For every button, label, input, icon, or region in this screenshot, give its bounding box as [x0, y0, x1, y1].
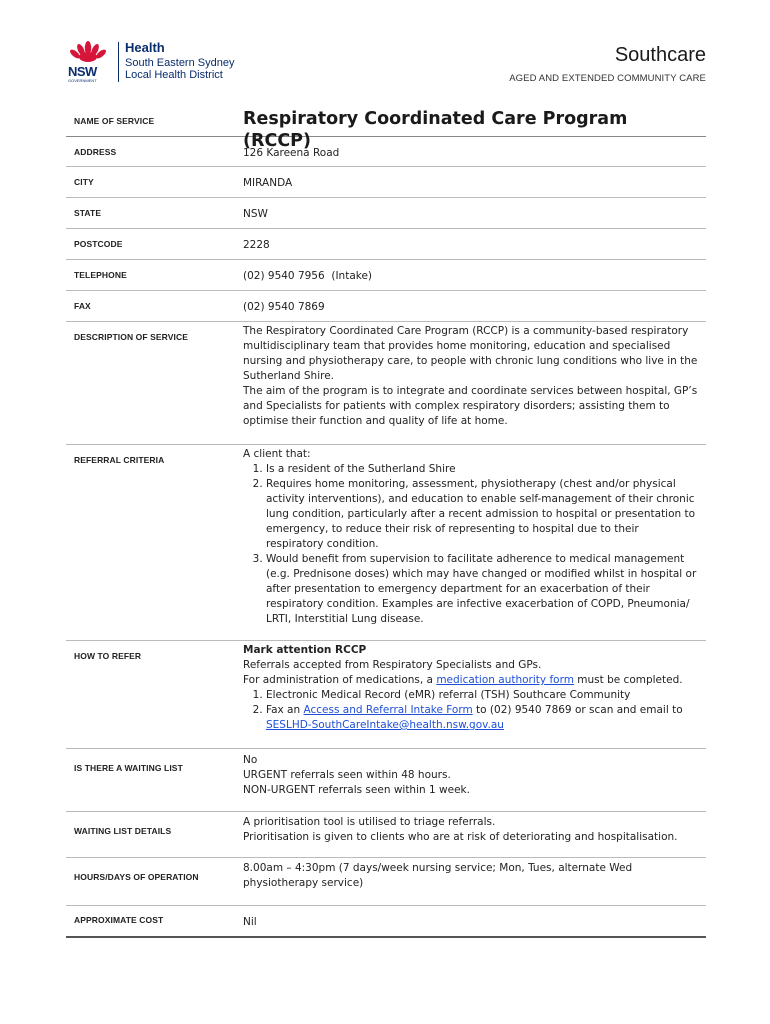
hours-value: 8.00am – 4:30pm (7 days/week nursing service; Mon, Tues, alternate Wed physiotherapy service)	[243, 862, 633, 889]
list-item: 2. Requires home monitoring, assessment, physiotherapy (chest and/or physical activity interventions), and education to enable self-management of their chronic lung condition, particularly after a recent admission to hospital or presentation to emergency, to reduce their risk of representing to hospital due to their respiratory condition.	[266, 477, 698, 552]
medication-authority-form-link[interactable]: medication authority form	[436, 674, 574, 686]
label-fax: FAX	[74, 301, 91, 311]
row-description	[66, 322, 706, 445]
service-name: Respiratory Coordinated Care Program (RCCP)	[243, 109, 628, 151]
postcode-value: 2228	[243, 239, 270, 251]
how-line-2	[243, 673, 698, 688]
row-cost	[66, 906, 706, 938]
row-waiting-list-details	[66, 812, 706, 858]
logo-district-line1: South Eastern Sydney	[125, 57, 235, 69]
label-description: DESCRIPTION OF SERVICE	[74, 332, 188, 342]
logo-nsw-text: NSW	[68, 64, 97, 79]
waiting-list-value	[243, 749, 706, 798]
nsw-health-logo	[66, 40, 234, 86]
list-item: 3. Would benefit from supervision to facilitate adherence to medical management (e.g. Prednisone doses) which may have changed or modified whilst in hospital or after presentation to emergency department for an exacerbation of their respiratory condition. Examples are infective exacerbation of COPD, Pneumonia/ LRTI, Interstitial Lung disease.	[266, 552, 698, 627]
label-cost: APPROXIMATE COST	[74, 915, 164, 925]
logo-gov-text: GOVERNMENT	[68, 78, 97, 83]
waratah-icon	[66, 40, 110, 84]
label-hours: HOURS/DAYS OF OPERATION	[74, 872, 199, 882]
label-waiting-list-details: WAITING LIST DETAILS	[74, 826, 172, 836]
referral-criteria-list	[243, 462, 698, 627]
list-item: 1. Is a resident of the Sutherland Shire	[266, 462, 698, 477]
list-item	[266, 703, 698, 733]
how-line-1: Referrals accepted from Respiratory Specialists and GPs.	[243, 659, 542, 671]
row-fax	[66, 291, 706, 322]
access-referral-intake-form-link[interactable]: Access and Referral Intake Form	[303, 704, 473, 716]
wdetails-line-1: A prioritisation tool is utilised to triage referrals.	[243, 816, 496, 828]
address-value: 126 Kareena Road	[243, 147, 340, 159]
referral-intro: A client that:	[243, 448, 311, 460]
label-postcode: POSTCODE	[74, 239, 123, 249]
row-postcode	[66, 229, 706, 260]
how-item-2-text: Fax an	[266, 704, 304, 716]
row-name-of-service	[66, 103, 706, 151]
logo-divider	[118, 42, 119, 82]
how-to-refer-value	[243, 641, 706, 733]
row-hours	[66, 858, 706, 906]
waiting-line-1: No	[243, 754, 258, 766]
description-value	[243, 322, 706, 429]
how-item-2-mid: to (02) 9540 7869 or scan and email to	[472, 704, 683, 716]
wdetails-line-2: Prioritisation is given to clients who are at risk of deteriorating and hospitalisation.	[243, 831, 678, 843]
row-city	[66, 167, 706, 198]
waiting-line-2: URGENT referrals seen within 48 hours.	[243, 769, 451, 781]
referral-criteria-value	[243, 445, 706, 627]
telephone-value: (02) 9540 7956 (Intake)	[243, 270, 373, 282]
waiting-list-details-value	[243, 812, 706, 845]
list-item: 1. Electronic Medical Record (eMR) referral (TSH) Southcare Community	[266, 688, 698, 703]
description-paragraph-1: The Respiratory Coordinated Care Program (RCCP) is a community-based respiratory multidisciplinary team that provides home monitoring, education and specialised nursing and physiotherapy care, to people with chronic lung conditions who live in the Sutherland Shire.	[243, 325, 698, 382]
row-referral-criteria	[66, 445, 706, 641]
row-state	[66, 198, 706, 229]
label-state: STATE	[74, 208, 102, 218]
description-paragraph-2: The aim of the program is to integrate and coordinate services between hospital, GP’s and Specialists for patients with complex respiratory disorders; assisting them to optimise their function and quality of life at home.	[243, 385, 698, 427]
logo-district-line2: Local Health District	[125, 69, 223, 81]
label-referral-criteria: REFERRAL CRITERIA	[74, 455, 165, 465]
intake-email-link[interactable]: SESLHD-SouthCareIntake@health.nsw.gov.au	[266, 719, 504, 731]
service-details-table	[66, 103, 706, 938]
how-line-2-text: For administration of medications, a	[243, 674, 437, 686]
label-address: ADDRESS	[74, 147, 117, 157]
logo-health-text: Health	[125, 40, 165, 55]
page-title: Southcare	[614, 44, 706, 66]
label-waiting-list: IS THERE A WAITING LIST	[74, 763, 183, 773]
label-name-of-service: NAME OF SERVICE	[74, 116, 155, 126]
row-telephone	[66, 260, 706, 291]
label-how-to-refer: HOW TO REFER	[74, 651, 142, 661]
row-waiting-list	[66, 749, 706, 812]
how-heading: Mark attention RCCP	[243, 644, 367, 656]
how-line-2-suffix: must be completed.	[573, 674, 683, 686]
city-value: MIRANDA	[243, 177, 293, 189]
label-city: CITY	[74, 177, 94, 187]
row-how-to-refer	[66, 641, 706, 749]
fax-value: (02) 9540 7869	[243, 301, 325, 313]
how-to-refer-list	[243, 688, 698, 733]
cost-value: Nil	[243, 916, 257, 928]
page-subtitle: AGED AND EXTENDED COMMUNITY CARE	[509, 73, 706, 84]
waiting-line-3: NON-URGENT referrals seen within 1 week.	[243, 784, 470, 796]
state-value: NSW	[243, 208, 268, 220]
row-address	[66, 137, 706, 167]
label-telephone: TELEPHONE	[74, 270, 127, 280]
